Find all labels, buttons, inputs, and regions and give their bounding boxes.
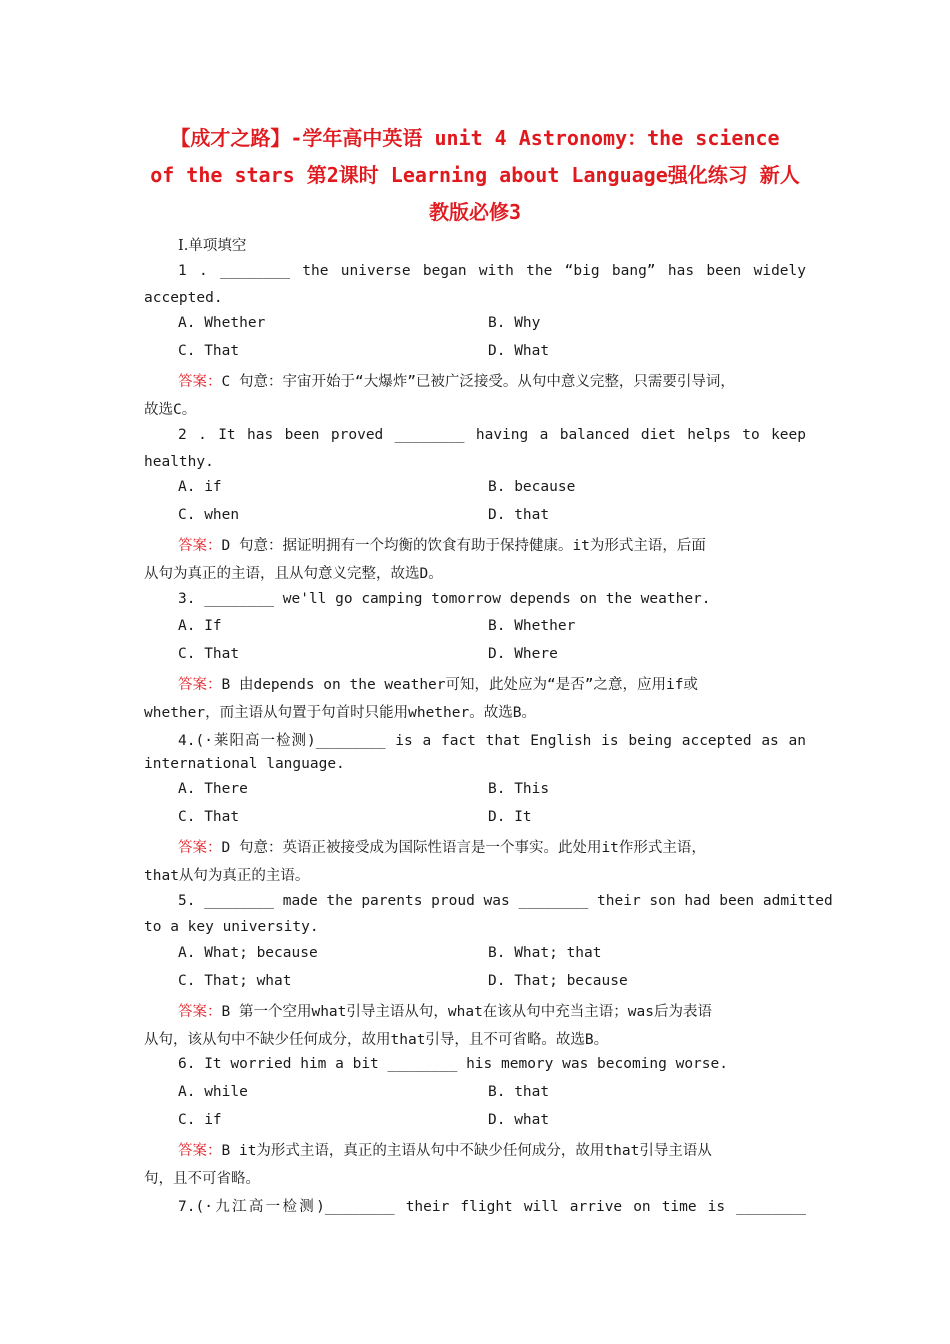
answer-text: C 句意：宇宙开始于“大爆炸”已被广泛接受。从句中意义完整，只需要引导词， — [221, 374, 735, 390]
question-3-stem: 3. ________ we'll go camping tomorrow depends on the weather. — [178, 591, 711, 607]
question-5-answer-cont: 从句，该从句中不缺少任何成分，故用that引导，且不可省略。故选B。 — [144, 1032, 609, 1048]
question-6-stem: 6. It worried him a bit ________ his memory was becoming worse. — [178, 1056, 728, 1072]
answer-text: B it为形式主语，真正的主语从句中不缺少任何成分，故用that引导主语从 — [221, 1143, 712, 1159]
section-heading: Ⅰ.单项填空 — [178, 238, 247, 254]
question-6-option-a: A. while — [178, 1084, 248, 1100]
question-5-option-a: A. What; because — [178, 945, 318, 961]
answer-label: 答案： — [178, 1143, 222, 1159]
question-2-answer — [178, 534, 706, 555]
question-6-answer-cont: 句，且不可省略。 — [144, 1171, 260, 1187]
answer-label: 答案： — [178, 1004, 222, 1020]
question-5-stem-cont: to a key university. — [144, 919, 319, 935]
question-3-option-b: B. Whether — [488, 618, 576, 634]
question-2-stem: 2 . It has been proved ________ having a balanced diet helps to keep — [178, 427, 806, 443]
answer-text: B 由depends on the weather可知，此处应为“是否”之意，应用if或 — [221, 677, 698, 693]
title-line-3: 教版必修3 — [428, 200, 522, 224]
document-title — [140, 120, 810, 231]
question-1-option-d: D. What — [488, 343, 550, 359]
question-5-stem: 5. ________ made the parents proud was ________ their son had been admitted — [178, 893, 833, 909]
question-1-stem: 1 . ________ the universe began with the “big bang” has been widely — [178, 263, 806, 279]
question-1-option-a: A. Whether — [178, 315, 266, 331]
question-4-option-c: C. That — [178, 809, 240, 825]
question-4-option-a: A. There — [178, 781, 248, 797]
question-4-stem-cont: international language. — [144, 756, 345, 772]
answer-label: 答案： — [178, 374, 222, 390]
question-6-answer — [178, 1139, 712, 1160]
question-6-option-c: C. if — [178, 1112, 222, 1128]
question-5-option-b: B. What; that — [488, 945, 602, 961]
question-2-option-c: C. when — [178, 507, 240, 523]
answer-text: D 句意：英语正被接受成为国际性语言是一个事实。此处用it作形式主语， — [221, 840, 706, 856]
title-line-1: 【成才之路】-学年高中英语 unit 4 Astronomy：the science — [170, 126, 780, 150]
question-1-answer-cont: 故选C。 — [144, 402, 197, 418]
question-4-answer-cont: that从句为真正的主语。 — [144, 868, 310, 884]
question-5-option-d: D. That; because — [488, 973, 628, 989]
question-3-answer — [178, 673, 698, 694]
question-3-answer-cont: whether，而主语从句置于句首时只能用whether。故选B。 — [144, 705, 536, 721]
question-4-option-d: D. It — [488, 809, 532, 825]
question-1-option-c: C. That — [178, 343, 240, 359]
question-2-option-a: A. if — [178, 479, 222, 495]
question-5-answer — [178, 1000, 712, 1021]
answer-label: 答案： — [178, 840, 222, 856]
question-2-option-b: B. because — [488, 479, 576, 495]
question-3-option-a: A. If — [178, 618, 222, 634]
answer-label: 答案： — [178, 538, 222, 554]
question-3-option-c: C. That — [178, 646, 240, 662]
question-4-option-b: B. This — [488, 781, 550, 797]
question-1-answer — [178, 370, 735, 391]
question-2-stem-cont: healthy. — [144, 454, 214, 470]
answer-label: 答案： — [178, 677, 222, 693]
question-5-option-c: C. That; what — [178, 973, 292, 989]
question-7-stem: 7.(·九江高一检测)________ their flight will arrive on time is ________ — [178, 1199, 806, 1215]
question-4-stem: 4.(·莱阳高一检测)________ is a fact that English is being accepted as an — [178, 733, 806, 749]
question-2-option-d: D. that — [488, 507, 550, 523]
question-6-option-d: D. what — [488, 1112, 550, 1128]
answer-text: D 句意：据证明拥有一个均衡的饮食有助于保持健康。it为形式主语，后面 — [221, 538, 706, 554]
question-1-stem-cont: accepted. — [144, 290, 223, 306]
answer-text: B 第一个空用what引导主语从句，what在该从句中充当主语；was后为表语 — [221, 1004, 712, 1020]
question-4-answer — [178, 836, 706, 857]
question-3-option-d: D. Where — [488, 646, 558, 662]
title-line-2: of the stars 第2课时 Learning about Language强化练习 新人 — [150, 163, 800, 187]
question-2-answer-cont: 从句为真正的主语，且从句意义完整，故选D。 — [144, 566, 443, 582]
question-1-option-b: B. Why — [488, 315, 541, 331]
question-6-option-b: B. that — [488, 1084, 550, 1100]
